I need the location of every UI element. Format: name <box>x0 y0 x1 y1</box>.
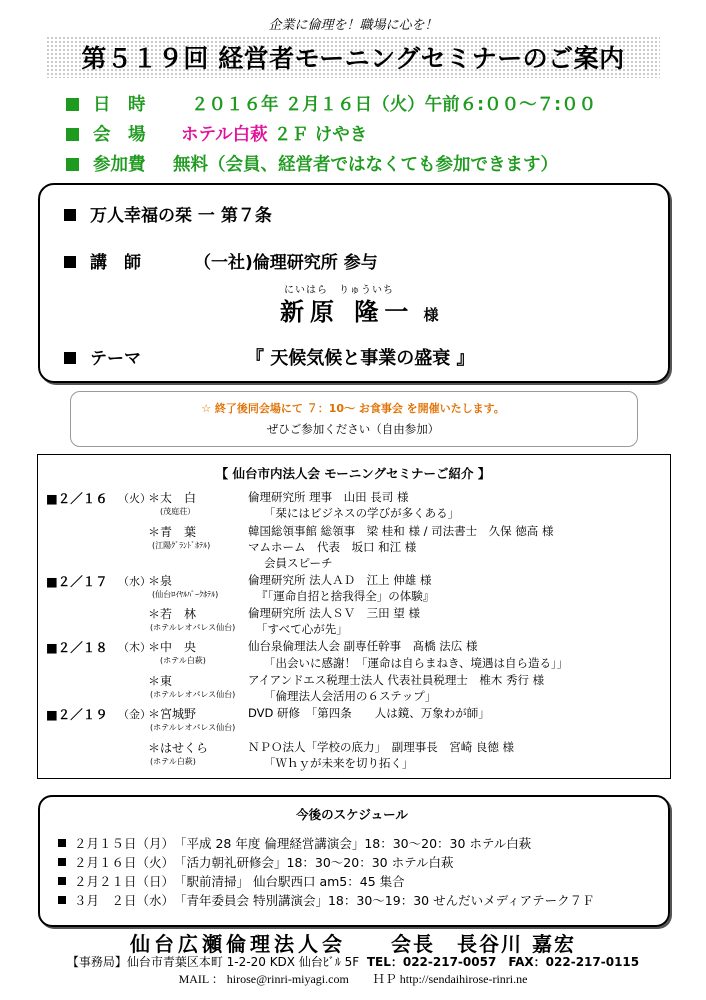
entry-speaker: 倫理研究所 法人ＡＤ 江上 伸雄 様 <box>248 573 432 587</box>
bullet-square-icon <box>64 352 76 364</box>
info-date-row <box>66 91 596 116</box>
tagline: 企業に倫理を！職場に心を！ <box>268 18 438 33</box>
date-label: 日 時 <box>93 95 146 115</box>
bullet-square-icon <box>64 209 76 221</box>
lecturer-name: 新原 隆一 <box>280 298 415 326</box>
entry-topic: 「出会いに感謝！「運命は自らまねき、境遇は自ら造る」」 <box>264 656 569 670</box>
entry-venue: (ホテルレオパレス仙台) <box>150 690 236 699</box>
entry-topic: 『「運命自招と捨我得全」の体験』 <box>256 589 435 603</box>
phone-fax: TEL：022-217-0057 FAX：022-217-0115 <box>366 955 640 969</box>
info-fee-row <box>66 151 558 176</box>
entry-speaker: 倫理研究所 理事 山田 長司 様 <box>248 490 409 504</box>
article-row <box>64 201 272 226</box>
day-weekday: （木） <box>118 641 151 654</box>
seminar-intro-title: 【 仙台市内法人会 モーニングセミナーご紹介 】 <box>215 466 491 481</box>
entry-speaker: 仙台泉倫理法人会 副専任幹事 髙橋 法広 様 <box>248 639 478 653</box>
date-value: ２０１６年 ２月１６日（火）午前６:００～７:００ <box>191 95 597 115</box>
theme-row <box>64 344 475 370</box>
bullet-square-icon <box>66 98 79 111</box>
bullet-square-icon <box>58 896 66 904</box>
day-date: ■２／１６ <box>46 491 108 506</box>
fee-label: 参加費 <box>93 155 146 175</box>
lecturer-org: （一社)倫理研究所 参与 <box>194 253 378 273</box>
entry-speaker: アイアンドエス税理士法人 代表社員税理士 椎木 秀行 様 <box>248 673 545 687</box>
organization-name: 仙台広瀬倫理法人会 <box>130 932 347 956</box>
bullet-square-icon <box>58 877 66 885</box>
entry-venue: (仙台ﾛｲﾔﾙﾊﾟｰｸﾎﾃﾙ) <box>152 590 219 599</box>
schedule-title: 今後のスケジュール <box>296 807 408 822</box>
schedule-item-text: ３月 ２日（水） 「青年委員会 特別講演会」18：30～19：30 せんだいメディアテーク７Ｆ <box>74 893 595 908</box>
entry-name: ＊はせくら <box>148 741 209 755</box>
article-text: 万人幸福の栞 一 第７条 <box>90 206 272 226</box>
office-address: 【事務局】仙台市青葉区本町 1-2-20 KDX 仙台ﾋﾞﾙ 5F <box>66 955 360 969</box>
venue-hotel: ホテル白萩 <box>181 125 268 145</box>
entry-topic: 「Ｗｈｙが未来を切り拓く」 <box>264 756 414 770</box>
schedule-item <box>58 891 595 909</box>
entry-name: ＊太 白 <box>148 491 197 505</box>
lecturer-label: 講 師 <box>90 253 141 273</box>
schedule-item <box>58 834 531 852</box>
schedule-item-text: ２月２１日（日） 「駅前清掃」 仙台駅西口 am5：45 集合 <box>74 874 405 889</box>
entry-venue: (ホテル白萩) <box>150 757 196 766</box>
entry-topic: 「すべて心が先」 <box>256 622 348 636</box>
venue-label: 会 場 <box>93 125 146 145</box>
entry-speaker: 倫理研究所 法人ＳＶ 三田 望 様 <box>248 606 420 620</box>
entry-topic: 「倫理法人会活用の６ステップ」 <box>264 689 437 703</box>
entry-name: ＊東 <box>148 674 173 688</box>
bullet-square-icon <box>64 256 76 268</box>
office-address-row <box>0 953 706 970</box>
entry-name: ＊泉 <box>148 574 173 588</box>
day-date: ■２／１８ <box>46 640 108 655</box>
lecturer-name-row <box>280 292 438 327</box>
day-weekday: （火） <box>118 492 151 505</box>
theme-value: 『 天候気候と事業の盛衰 』 <box>246 348 475 369</box>
bullet-square-icon <box>66 158 79 171</box>
entry-speaker: ＮＰＯ法人「学校の底力」 副理事長 宮崎 良徳 様 <box>248 740 515 754</box>
day-weekday: （金） <box>118 708 151 721</box>
entry-venue: (茂庭荘） <box>160 507 196 516</box>
entry-name: ＊青 葉 <box>148 525 197 539</box>
fee-value: 無料（会員、経営者ではなくても参加できます） <box>173 155 558 175</box>
entry-venue: (ホテルレオパレス仙台) <box>150 723 236 732</box>
lecturer-suffix: 様 <box>423 306 439 324</box>
page-title-text: 第５１９回 経営者モーニングセミナーのご案内 <box>81 44 625 73</box>
chairman: 会長 長谷川 嘉宏 <box>391 932 576 956</box>
page-title <box>46 36 660 78</box>
schedule-item-text: ２月１６日（火） 「活力朝礼研修会」18：30～20：30 ホテル白萩 <box>74 855 454 870</box>
bullet-square-icon <box>58 858 66 866</box>
entry-name: ＊若 林 <box>148 607 197 621</box>
dinner-notice-line2: ぜひご参加ください（自由参加） <box>266 422 440 436</box>
day-date: ■２／１９ <box>46 707 108 722</box>
day-weekday: （水） <box>118 575 151 588</box>
lecturer-ruby: にいはら りゅういち <box>284 285 394 296</box>
mail-web-row: MAIL ： hirose@rinri-miyagi.com ＨＰ http://sendaihirose-rinri.ne <box>178 972 528 986</box>
schedule-item <box>58 872 405 890</box>
entry-topic: 会員スピーチ <box>264 556 333 570</box>
schedule-item-text: ２月１５日（月） 「平成 28 年度 倫理経営講演会」18：30～20：30 ホテル白萩 <box>74 836 532 851</box>
entry-speaker: DVD 研修 「第四条 人は鏡、万象わが師」 <box>248 706 490 720</box>
entry-name: ＊宮城野 <box>148 707 197 721</box>
bullet-square-icon <box>58 839 66 847</box>
info-venue-row <box>66 121 367 146</box>
entry-name: ＊中 央 <box>148 640 197 654</box>
entry-venue: (江陽ｸﾞﾗﾝﾄﾞﾎﾃﾙ) <box>152 541 211 550</box>
lecturer-row <box>64 248 378 273</box>
venue-room: ２Ｆ けやき <box>273 125 368 145</box>
schedule-item <box>58 853 453 871</box>
bullet-square-icon <box>66 128 79 141</box>
day-date: ■２／１７ <box>46 574 108 589</box>
entry-topic: 「栞にはビジネスの学びが多くある」 <box>264 506 460 520</box>
entry-venue: (ホテル白萩) <box>160 656 206 665</box>
entry-speaker: 韓国総領事館 総領事 梁 桂和 様 / 司法書士 久保 徳高 様 <box>248 524 554 538</box>
entry-venue: (ホテルレオパレス仙台) <box>150 623 236 632</box>
entry-speaker2: マムホーム 代表 坂口 和江 様 <box>248 540 417 554</box>
dinner-notice-line1: ☆ 終了後同会場にて ７：10～ お食事会 を開催いたします。 <box>201 402 505 415</box>
theme-label: テーマ <box>90 349 141 369</box>
